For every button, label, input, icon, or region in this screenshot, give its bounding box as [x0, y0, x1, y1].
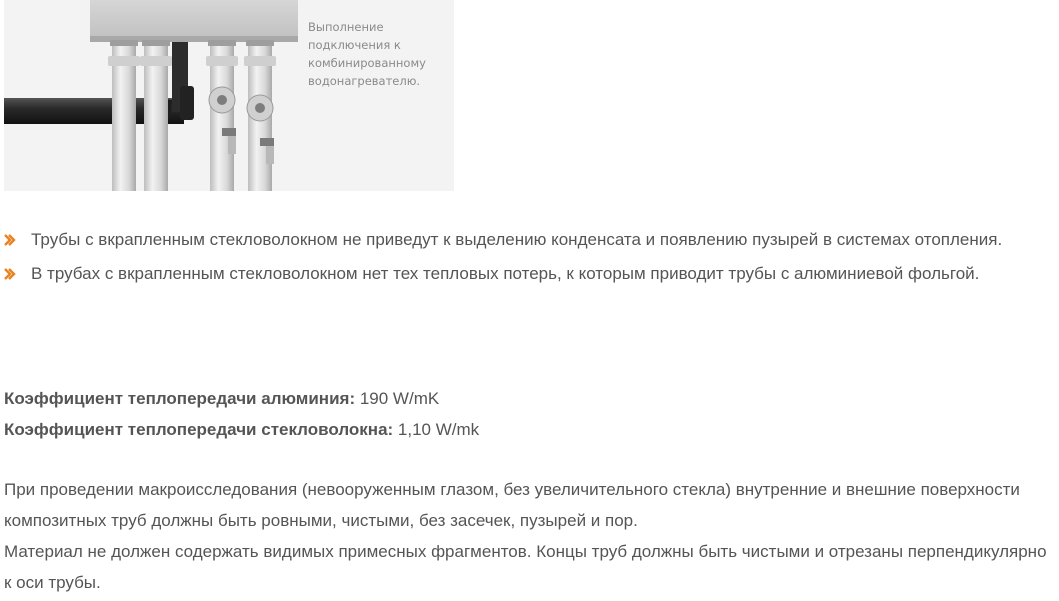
list-item-text: Трубы с вкрапленным стекловолокном не приведут к выделению конденсата и появлению пузырей в системах отопления.: [31, 230, 1003, 249]
coefficients-block: [4, 383, 479, 445]
list-item: [4, 258, 1054, 290]
double-chevron-right-icon: [4, 268, 16, 280]
illustration-caption: Выполнение подключения к комбинированному водонагревателю.: [308, 20, 426, 88]
coefficient-label: Коэффициент теплопередачи стекловолокна:: [4, 420, 394, 439]
coefficient-value: 1,10 W/mk: [393, 420, 480, 439]
advantages-list: [4, 224, 1054, 292]
coefficient-fiberglass: [4, 414, 479, 445]
coefficient-value: 190 W/mK: [355, 389, 440, 408]
paragraph: Материал не должен содержать видимых примесных фрагментов. Концы труб должны быть чистыми и отрезаны перпендикулярно к оси трубы.: [4, 542, 1047, 592]
list-item: [4, 224, 1054, 256]
paragraph: При проведении макроисследования (невооруженным глазом, без увеличительного стекла) внутренние и внешние поверхности композитных труб должны быть ровными, чистыми, без засечек, пузырей и пор.: [4, 480, 1020, 530]
list-item-text: В трубах с вкрапленным стекловолокном нет тех тепловых потерь, к которым приводит трубы с алюминиевой фольгой.: [31, 264, 980, 283]
water-heater-illustration: [4, 0, 454, 191]
double-chevron-right-icon: [4, 234, 16, 246]
description-text: [4, 474, 1058, 598]
coefficient-aluminium: [4, 383, 479, 414]
coefficient-label: Коэффициент теплопередачи алюминия:: [4, 389, 356, 408]
